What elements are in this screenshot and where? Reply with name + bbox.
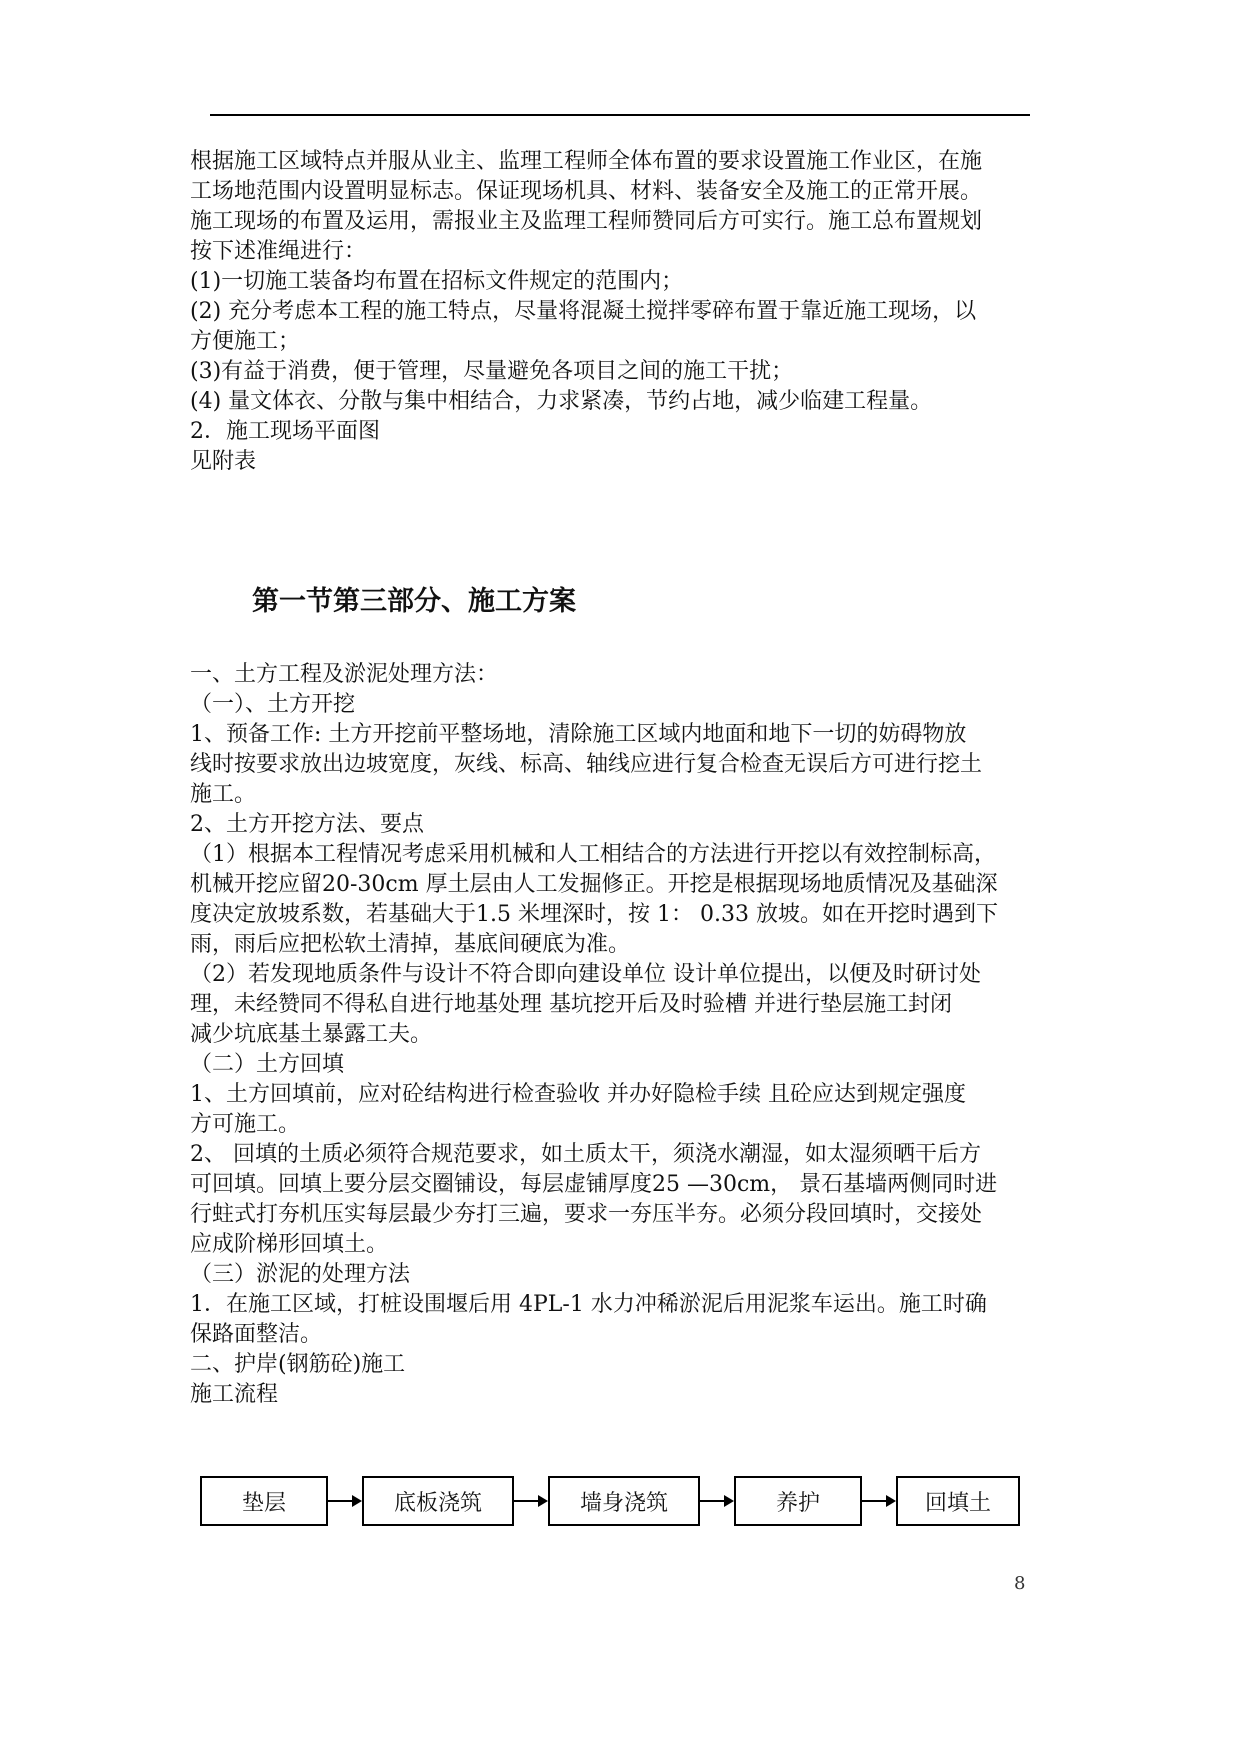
text-line: （二）土方回填 <box>190 1052 345 1077</box>
text-line: (2) 充分考虑本工程的施工特点，尽量将混凝土搅拌零碎布置于靠近施工现场，以 <box>190 299 977 324</box>
flow-arrow-icon <box>700 1488 734 1514</box>
text-line: （2）若发现地质条件与设计不符合即向建设单位 设计单位提出，以便及时研讨处 <box>190 962 981 987</box>
text-line: 一、土方工程及淤泥处理方法： <box>190 662 499 687</box>
text-line: 方可施工。 <box>190 1112 301 1137</box>
flow-step-wall-pouring: 墙身浇筑 <box>548 1476 700 1526</box>
text-line: （1）根据本工程情况考虑采用机械和人工相结合的方法进行开挖以有效控制标高， <box>190 842 996 867</box>
page-number: 8 <box>1014 1573 1026 1594</box>
text-line: 施工。 <box>190 782 257 807</box>
text-line: 施工现场的布置及运用，需报业主及监理工程师赞同后方可实行。施工总布置规划 <box>190 209 983 234</box>
section-heading: 第一节第三部分、施工方案 <box>252 586 576 617</box>
text-line: 施工流程 <box>190 1382 279 1407</box>
text-line: 机械开挖应留20-30cm 厚土层由人工发掘修正。开挖是根据现场地质情况及基础深 <box>190 872 998 897</box>
text-line: 可回填。回填上要分层交圈铺设，每层虚铺厚度25 —30cm， 景石基墙两侧同时进 <box>190 1172 998 1197</box>
text-line: 2．施工现场平面图 <box>190 419 380 444</box>
text-line: 工场地范围内设置明显标志。保证现场机具、材料、装备安全及施工的正常开展。 <box>190 179 983 204</box>
text-line: 1、土方回填前，应对砼结构进行检查验收 并办好隐检手续 且砼应达到规定强度 <box>190 1082 966 1107</box>
text-line: 保路面整洁。 <box>190 1322 323 1347</box>
flow-arrow-icon <box>862 1488 896 1514</box>
text-line: 应成阶梯形回填土。 <box>190 1232 389 1257</box>
text-line: 1、预备工作: 土方开挖前平整场地，清除施工区域内地面和地下一切的妨碍物放 <box>190 722 967 747</box>
text-line: 1．在施工区域，打桩设围堰后用 4PL-1 水力冲稀淤泥后用泥浆车运出。施工时确 <box>190 1292 987 1317</box>
text-line: 度决定放坡系数，若基础大于1.5 米埋深时，按 1： 0.33 放坡。如在开挖时遇到下 <box>190 902 998 927</box>
flow-arrow-icon <box>514 1488 548 1514</box>
flow-arrow-icon <box>328 1488 362 1514</box>
text-line: 线时按要求放出边坡宽度，灰线、标高、轴线应进行复合检查无误后方可进行挖土 <box>190 752 983 777</box>
text-line: 理，未经赞同不得私自进行地基处理 基坑挖开后及时验槽 并进行垫层施工封闭 <box>190 992 952 1017</box>
text-line: 雨，雨后应把松软土清掉，基底间硬底为准。 <box>190 932 631 957</box>
flow-step-curing: 养护 <box>734 1476 862 1526</box>
flow-step-base-slab-pouring: 底板浇筑 <box>362 1476 514 1526</box>
text-line: (3)有益于消费，便于管理，尽量避免各项目之间的施工干扰； <box>190 359 794 384</box>
text-line: 2、 回填的土质必须符合规范要求，如土质太干，须浇水潮湿，如太湿须晒干后方 <box>190 1142 981 1167</box>
flow-step-backfill: 回填土 <box>896 1476 1020 1526</box>
site-layout-paragraph <box>190 147 1090 477</box>
flow-step-cushion-layer: 垫层 <box>200 1476 328 1526</box>
text-line: （三）淤泥的处理方法 <box>190 1262 411 1287</box>
text-line: 减少坑底基土暴露工夫。 <box>190 1022 433 1047</box>
text-line: 根据施工区域特点并服从业主、监理工程师全体布置的要求设置施工作业区，在施 <box>190 149 983 174</box>
text-line: （一）、土方开挖 <box>190 692 356 717</box>
text-line: 二、护岸(钢筋砼)施工 <box>190 1352 406 1377</box>
header-rule <box>210 114 1030 116</box>
construction-plan-body <box>190 660 1090 1410</box>
text-line: (4) 量文体衣、分散与集中相结合，力求紧凑，节约占地，减少临建工程量。 <box>190 389 933 414</box>
text-line: 方便施工； <box>190 329 301 354</box>
text-line: 按下述准绳进行： <box>190 239 367 264</box>
text-line: 行蛀式打夯机压实每层最少夯打三遍，要求一夯压半夯。必须分段回填时，交接处 <box>190 1202 983 1227</box>
text-line: (1)一切施工装备均布置在招标文件规定的范围内； <box>190 269 684 294</box>
text-line: 2、土方开挖方法、要点 <box>190 812 424 837</box>
text-line: 见附表 <box>190 449 257 474</box>
